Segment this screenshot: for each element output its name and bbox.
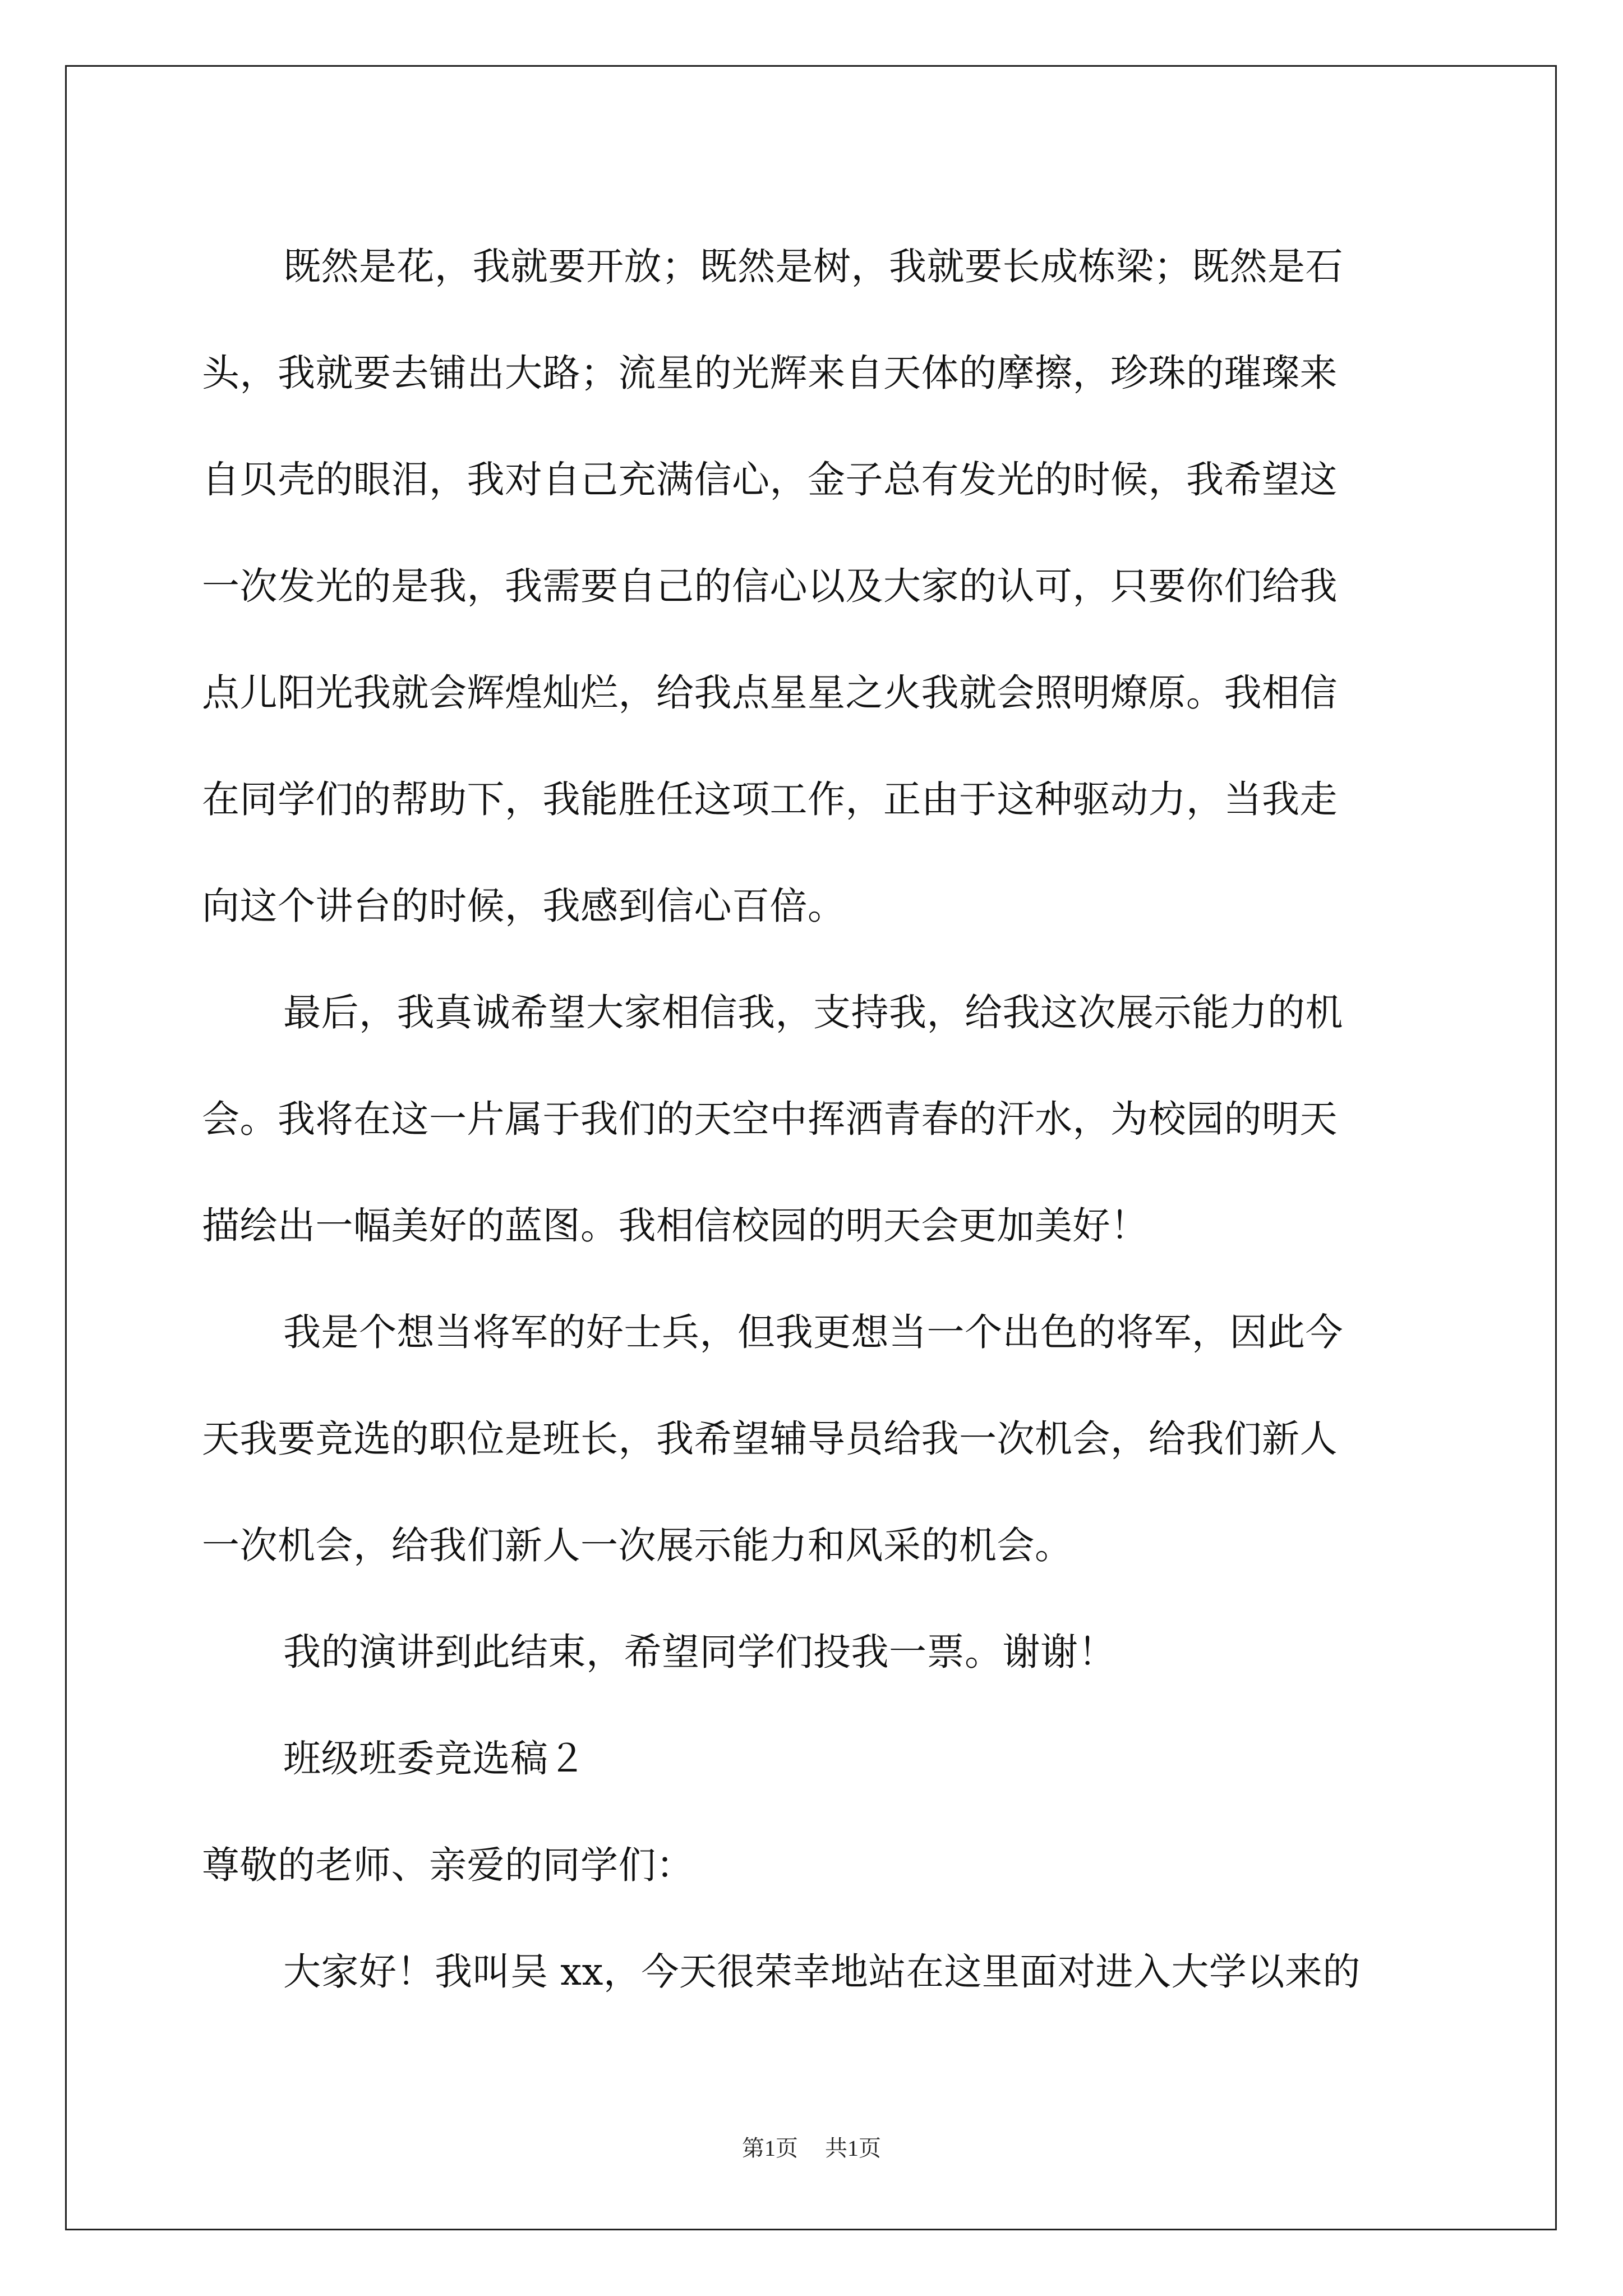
text-line: 向这个讲台的时候，我感到信心百倍。	[202, 884, 846, 928]
text-line: 我是个想当将军的好士兵，但我更想当一个出色的将军，因此今	[283, 1310, 1343, 1354]
text-line: 最后，我真诚希望大家相信我，支持我，给我这次展示能力的机	[283, 991, 1343, 1034]
text-line: 点儿阳光我就会辉煌灿烂，给我点星星之火我就会照明燎原。我相信	[202, 671, 1338, 715]
text-line: 一次机会，给我们新人一次展示能力和风采的机会。	[202, 1524, 1073, 1567]
text-line: 描绘出一幅美好的蓝图。我相信校园的明天会更加美好！	[202, 1204, 1149, 1248]
salutation: 尊敬的老师、亲爱的同学们：	[202, 1843, 694, 1887]
section-heading: 班级班委竞选稿２	[283, 1737, 586, 1780]
text-line: 一次发光的是我，我需要自己的信心以及大家的认可，只要你们给我	[202, 564, 1338, 608]
document-body	[202, 213, 1436, 2025]
text-line: 自贝壳的眼泪，我对自己充满信心，金子总有发光的时候，我希望这	[202, 458, 1338, 501]
text-line: 既然是花，我就要开放；既然是树，我就要长成栋梁；既然是石	[283, 245, 1343, 288]
text-line: 会。我将在这一片属于我们的天空中挥洒青春的汗水，为校园的明天	[202, 1097, 1338, 1141]
text-line: 我的演讲到此结束，希望同学们投我一票。谢谢！	[283, 1630, 1116, 1674]
page-total: 共1页	[825, 2136, 881, 2161]
text-line: 在同学们的帮助下，我能胜任这项工作，正由于这种驱动力，当我走	[202, 777, 1338, 821]
text-line: 头，我就要去铺出大路；流星的光辉来自天体的摩擦，珍珠的璀璨来	[202, 351, 1338, 395]
page-number: 第1页	[742, 2136, 798, 2161]
text-line: 大家好！我叫吴 xx，今天很荣幸地站在这里面对进入大学以来的	[283, 1950, 1361, 1994]
page-footer	[0, 2132, 1623, 2165]
text-line: 天我要竞选的职位是班长，我希望辅导员给我一次机会，给我们新人	[202, 1417, 1338, 1461]
